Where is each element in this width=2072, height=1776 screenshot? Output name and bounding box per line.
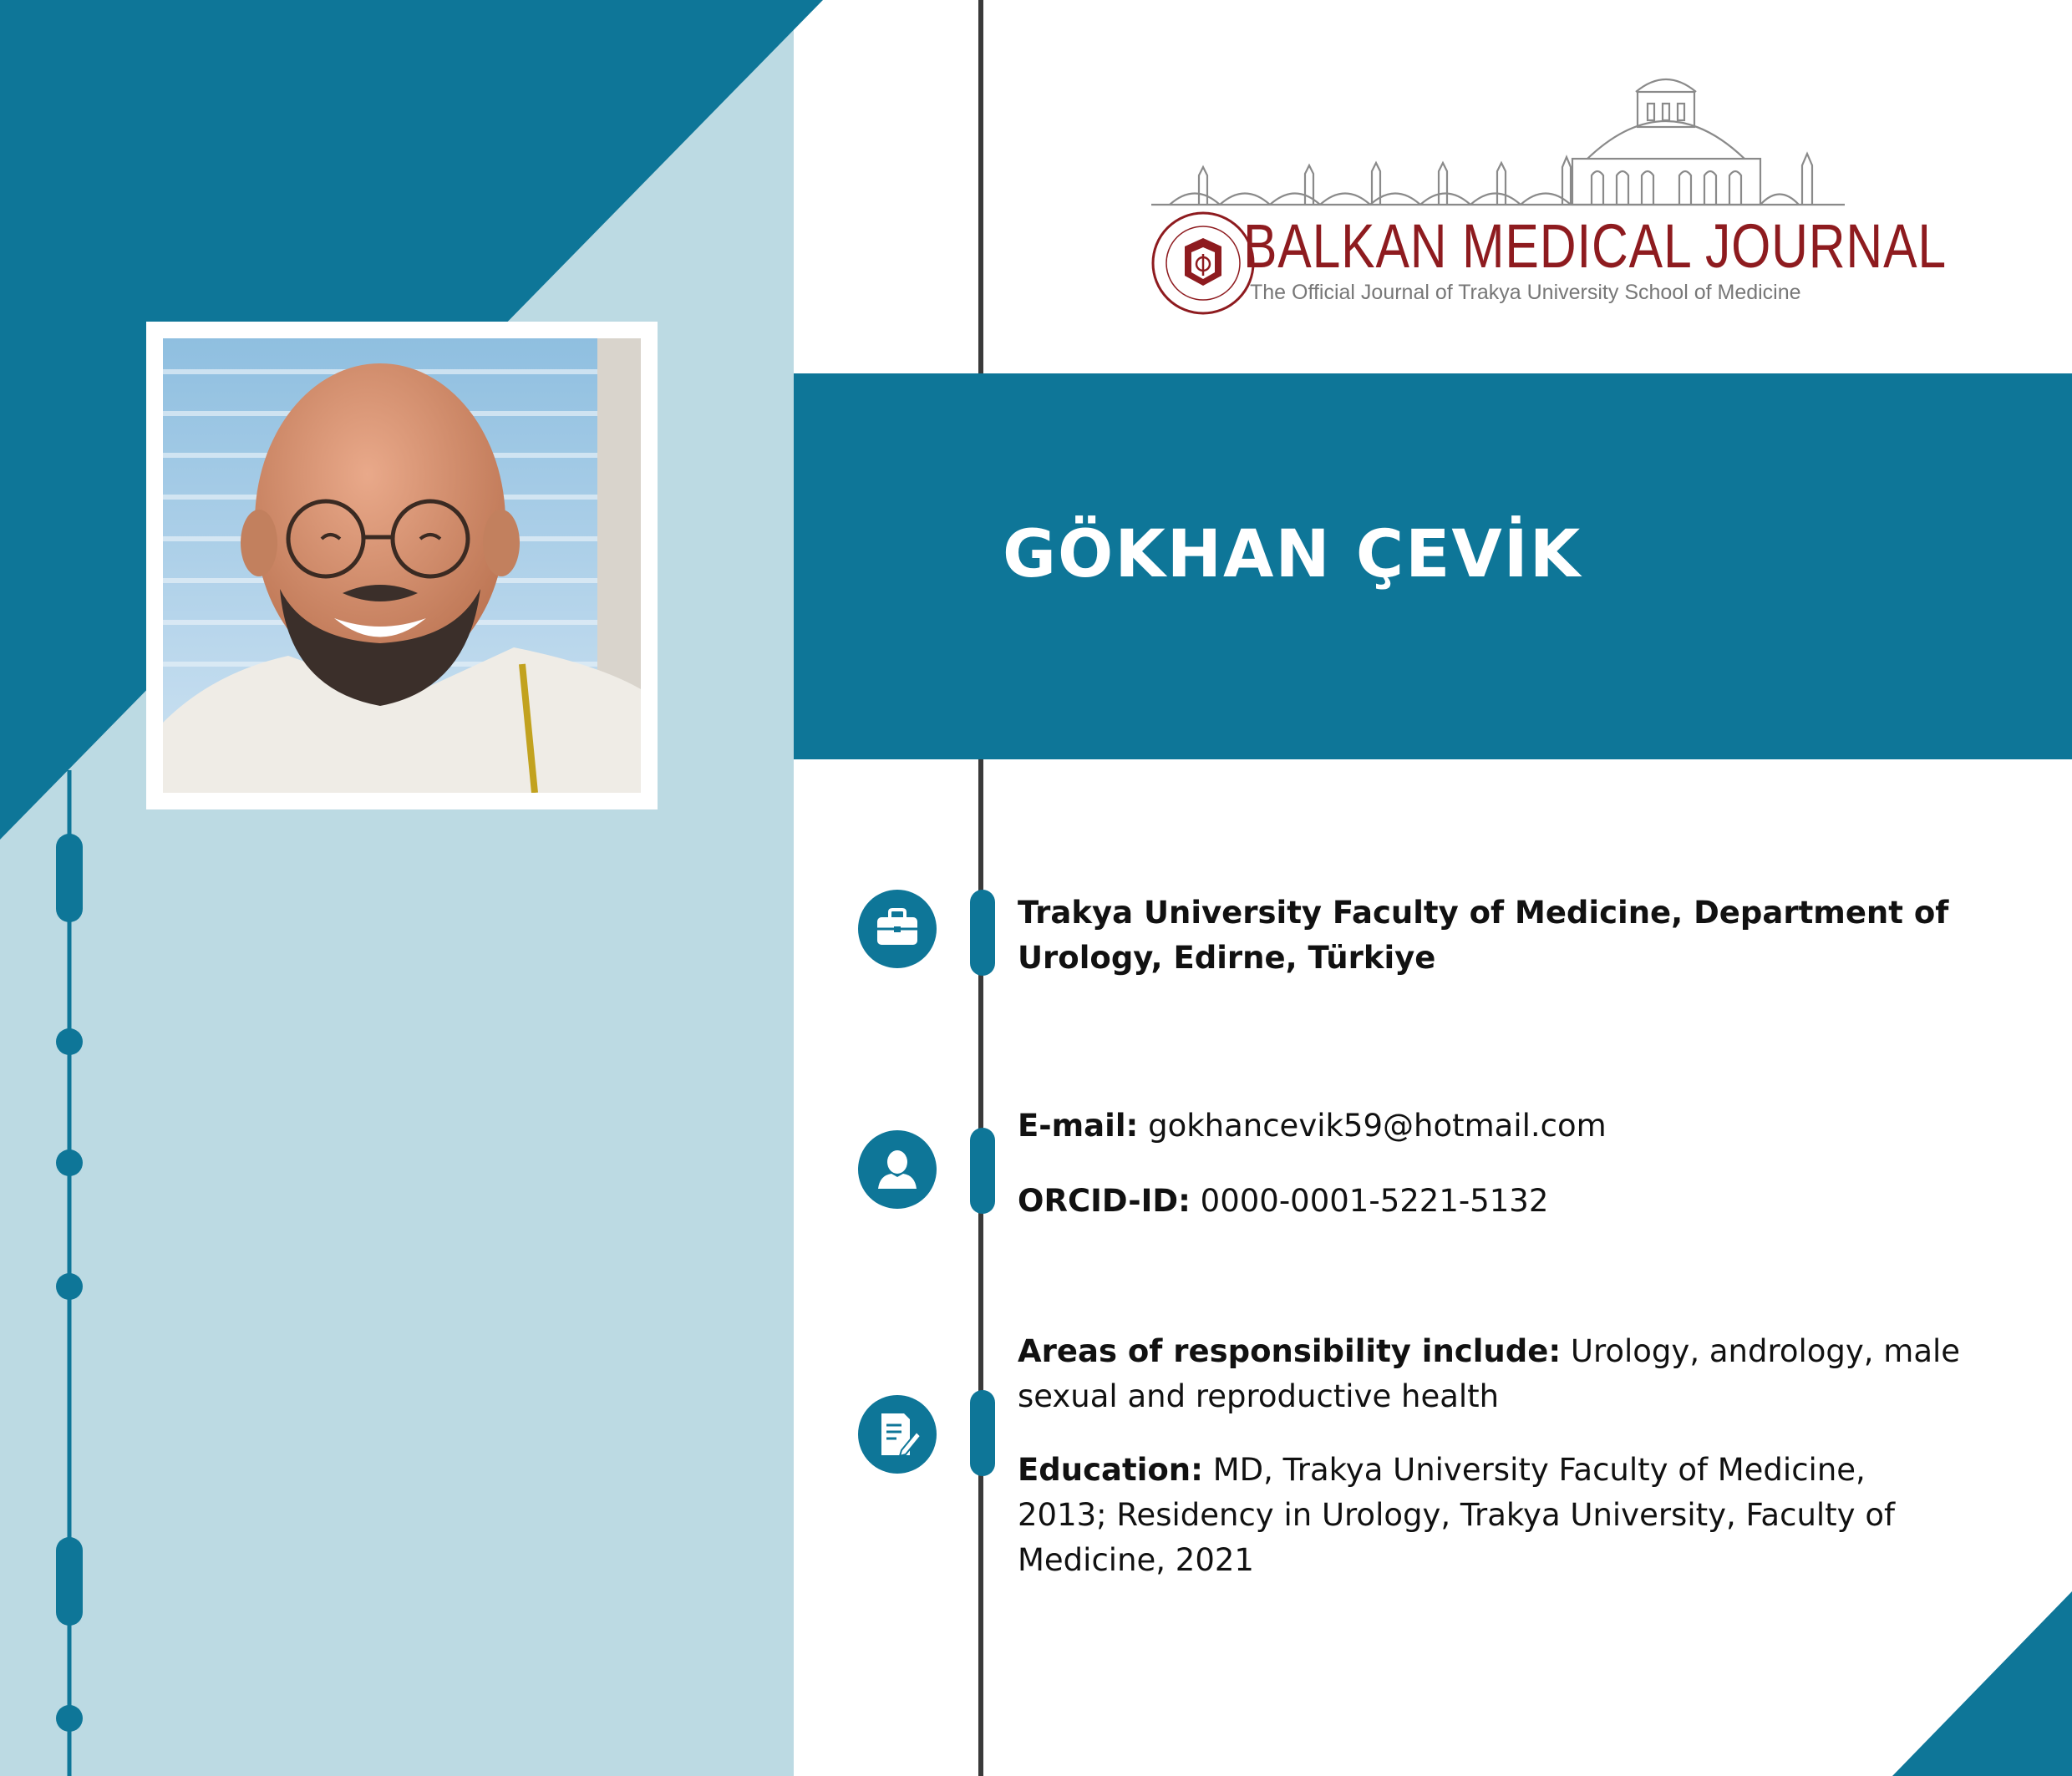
orcid-label: ORCID-ID: [1018, 1183, 1191, 1219]
photo-frame [146, 322, 658, 809]
education-value: MD, Trakya University Faculty of Medicine, 2013; Residency in Urology, Trakya University, Faculty of Medicine, 2021 [1018, 1452, 1896, 1578]
portrait-photo [163, 338, 641, 793]
affiliation-text: Trakya University Faculty of Medicine, Department of Urology, Edirne, Türkiye [1018, 895, 1949, 976]
orcid-value: 0000-0001-5221-5132 [1190, 1183, 1549, 1219]
user-icon [858, 1130, 937, 1209]
areas-block [1018, 1329, 1962, 1419]
email-value[interactable]: gokhancevik59@hotmail.com [1138, 1108, 1607, 1144]
email-label: E-mail: [1018, 1108, 1139, 1144]
document-edit-icon [858, 1395, 937, 1474]
areas-label: Areas of responsibility include: [1018, 1333, 1562, 1369]
journal-subtitle: The Official Journal of Trakya University School of Medicine [1250, 281, 1801, 304]
affiliation-block [1018, 891, 1962, 981]
education-label: Education: [1018, 1452, 1203, 1488]
areas-value: Urology, andrology, male sexual and reproductive health [1018, 1333, 1961, 1414]
name-banner [794, 373, 2072, 759]
contact-block [1018, 1104, 1962, 1149]
journal-name: BALKAN MEDICAL JOURNAL [1243, 211, 1947, 281]
person-name: GÖKHAN ÇEVİK [1003, 517, 1582, 592]
orcid-block [1018, 1179, 1962, 1224]
education-block [1018, 1448, 1962, 1583]
briefcase-icon [858, 890, 937, 968]
